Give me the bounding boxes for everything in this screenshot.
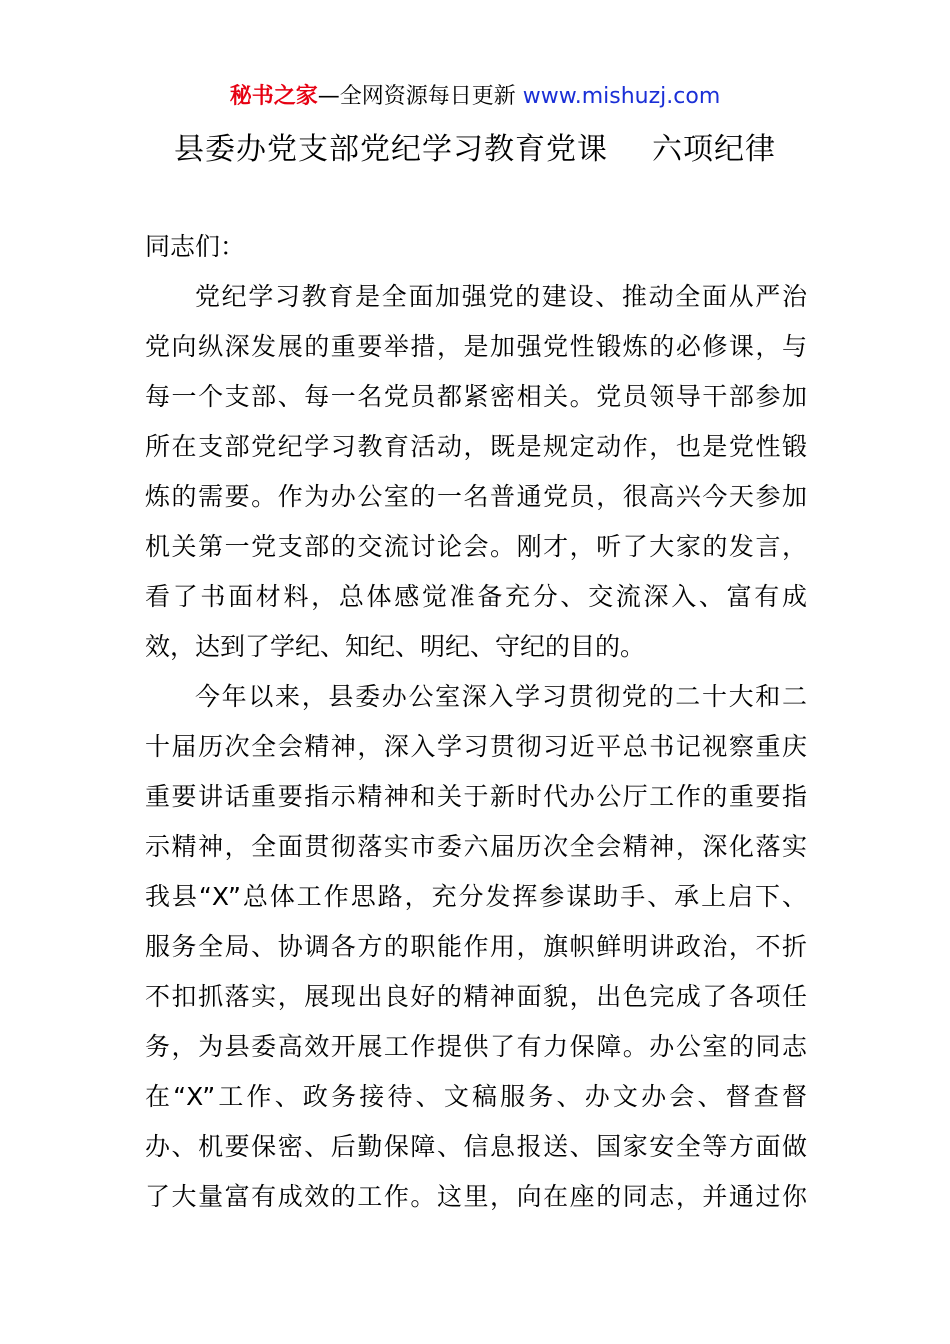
- paragraph-line: 今年以来，县委办公室深入学习贯彻党的二十大和二: [195, 682, 807, 711]
- paragraph-line: 党向纵深发展的重要举措，是加强党性锻炼的必修课，与: [145, 332, 807, 361]
- paragraph-line: 在“X”工作、政务接待、文稿服务、办文办会、督查督: [145, 1082, 807, 1111]
- document-title-sub: 六项纪律: [652, 132, 776, 167]
- paragraph-2: [145, 672, 807, 1222]
- paragraph-line: 效，达到了学纪、知纪、明纪、守纪的目的。: [145, 632, 646, 661]
- paragraph-line: 每一个支部、每一名党员都紧密相关。党员领导干部参加: [145, 382, 807, 411]
- paragraph-1: [145, 272, 807, 672]
- site-url-link[interactable]: www.mishuzj.com: [522, 84, 721, 109]
- paragraph-line: 所在支部党纪学习教育活动，既是规定动作，也是党性锻: [145, 432, 807, 461]
- paragraph-line: 重要讲话重要指示精神和关于新时代办公厅工作的重要指: [145, 782, 807, 811]
- paragraph-line: 机关第一党支部的交流讨论会。刚才，听了大家的发言，: [145, 532, 807, 561]
- site-brand: 秘书之家: [229, 84, 318, 109]
- salutation: 同志们：: [145, 232, 246, 261]
- paragraph-line: 十届历次全会精神，深入学习贯彻习近平总书记视察重庆: [145, 732, 807, 761]
- paragraph-line: 务，为县委高效开展工作提供了有力保障。办公室的同志: [145, 1032, 807, 1061]
- paragraph-line: 示精神，全面贯彻落实市委六届历次全会精神，深化落实: [145, 832, 807, 861]
- paragraph-line: 不扣抓落实，展现出良好的精神面貌，出色完成了各项任: [145, 982, 807, 1011]
- site-header: [0, 82, 950, 112]
- paragraph-line: 看了书面材料，总体感觉准备充分、交流深入、富有成: [145, 582, 807, 611]
- paragraph-line: 党纪学习教育是全面加强党的建设、推动全面从严治: [195, 282, 807, 311]
- paragraph-line: 炼的需要。作为办公室的一名普通党员，很高兴今天参加: [145, 482, 807, 511]
- paragraph-line: 我县“X”总体工作思路，充分发挥参谋助手、承上启下、: [145, 882, 807, 911]
- paragraph-line: 办、机要保密、后勤保障、信息报送、国家安全等方面做: [145, 1132, 807, 1161]
- document-title-main: 县委办党支部党纪学习教育党课: [174, 132, 608, 167]
- site-tagline: —全网资源每日更新: [317, 84, 523, 109]
- paragraph-line: 了大量富有成效的工作。这里，向在座的同志，并通过你: [145, 1182, 807, 1211]
- document-title: [0, 130, 950, 170]
- document-body: [145, 222, 807, 1222]
- paragraph-line: 服务全局、协调各方的职能作用，旗帜鲜明讲政治，不折: [145, 932, 807, 961]
